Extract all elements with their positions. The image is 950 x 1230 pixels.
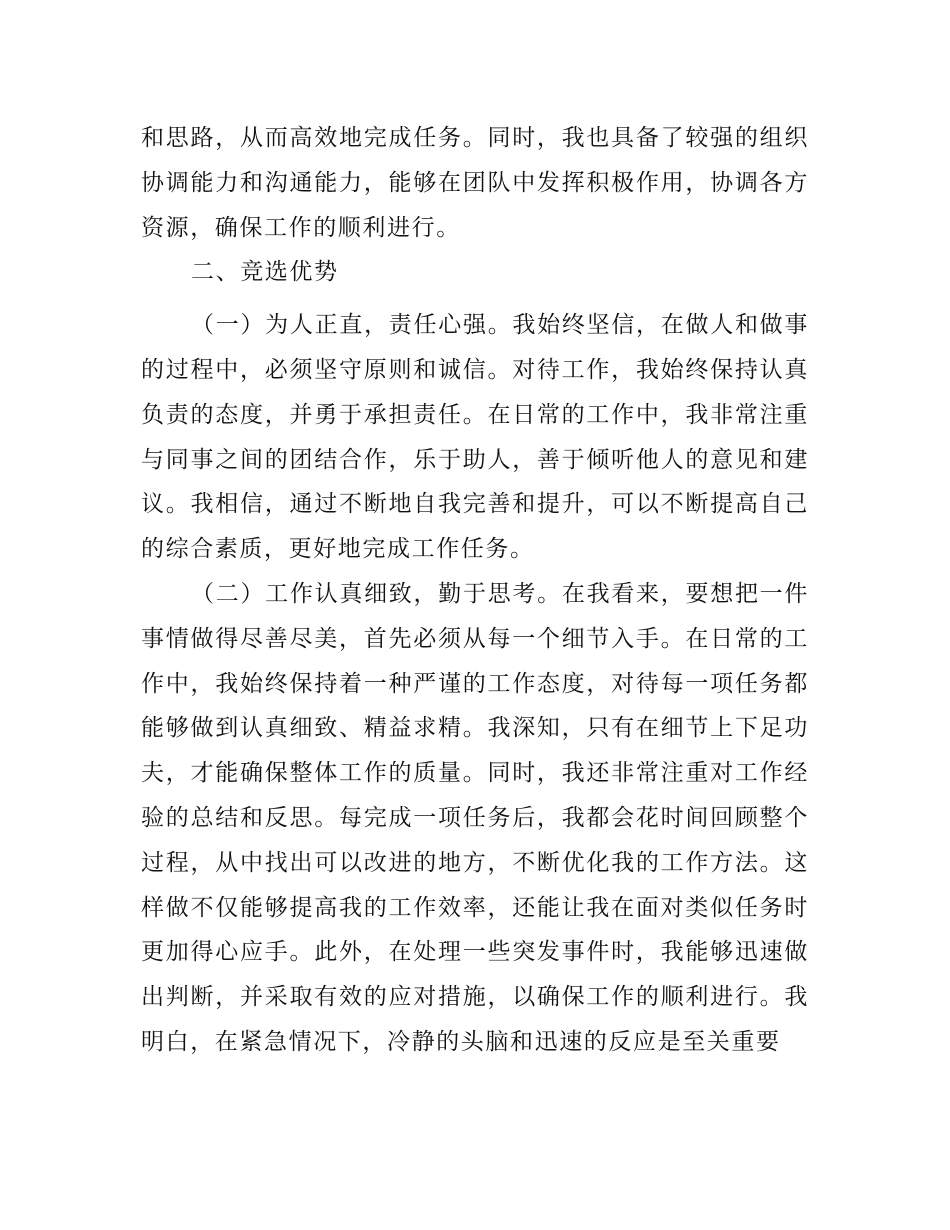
paragraph-advantage-2: （二）工作认真细致，勤于思考。在我看来，要想把一件事情做得尽善尽美，首先必须从每一个细节入手。在日常的工作中，我始终保持着一种严谨的工作态度，对待每一项任务都能够做到认真细致、精益求精。我深知，只有在细节上下足功夫，才能确保整体工作的质量。同时，我还非常注重对工作经验的总结和反思。每完成一项任务后，我都会花时间回顾整个过程，从中找出可以改进的地方，不断优化我的工作方法。这样做不仅能够提高我的工作效率，还能让我在面对类似任务时更加得心应手。此外，在处理一些突发事件时，我能够迅速做出判断，并采取有效的应对措施，以确保工作的顺利进行。我明白，在紧急情况下，冷静的头脑和迅速的反应是至关重要: [141, 580, 809, 1055]
paragraph-continuation: 和思路，从而高效地完成任务。同时，我也具备了较强的组织协调能力和沟通能力，能够在团队中发挥积极作用，协调各方资源，确保工作的顺利进行。: [141, 125, 809, 241]
paragraph-advantage-1: （一）为人正直，责任心强。我始终坚信，在做人和做事的过程中，必须坚守原则和诚信。对待工作，我始终保持认真负责的态度，并勇于承担责任。在日常的工作中，我非常注重与同事之间的团结合作，乐于助人，善于倾听他人的意见和建议。我相信，通过不断地自我完善和提升，可以不断提高自己的综合素质，更好地完成工作任务。: [141, 312, 809, 563]
section-heading-campaign-advantages: 二、竞选优势: [191, 259, 339, 286]
document-body: [141, 116, 809, 1065]
